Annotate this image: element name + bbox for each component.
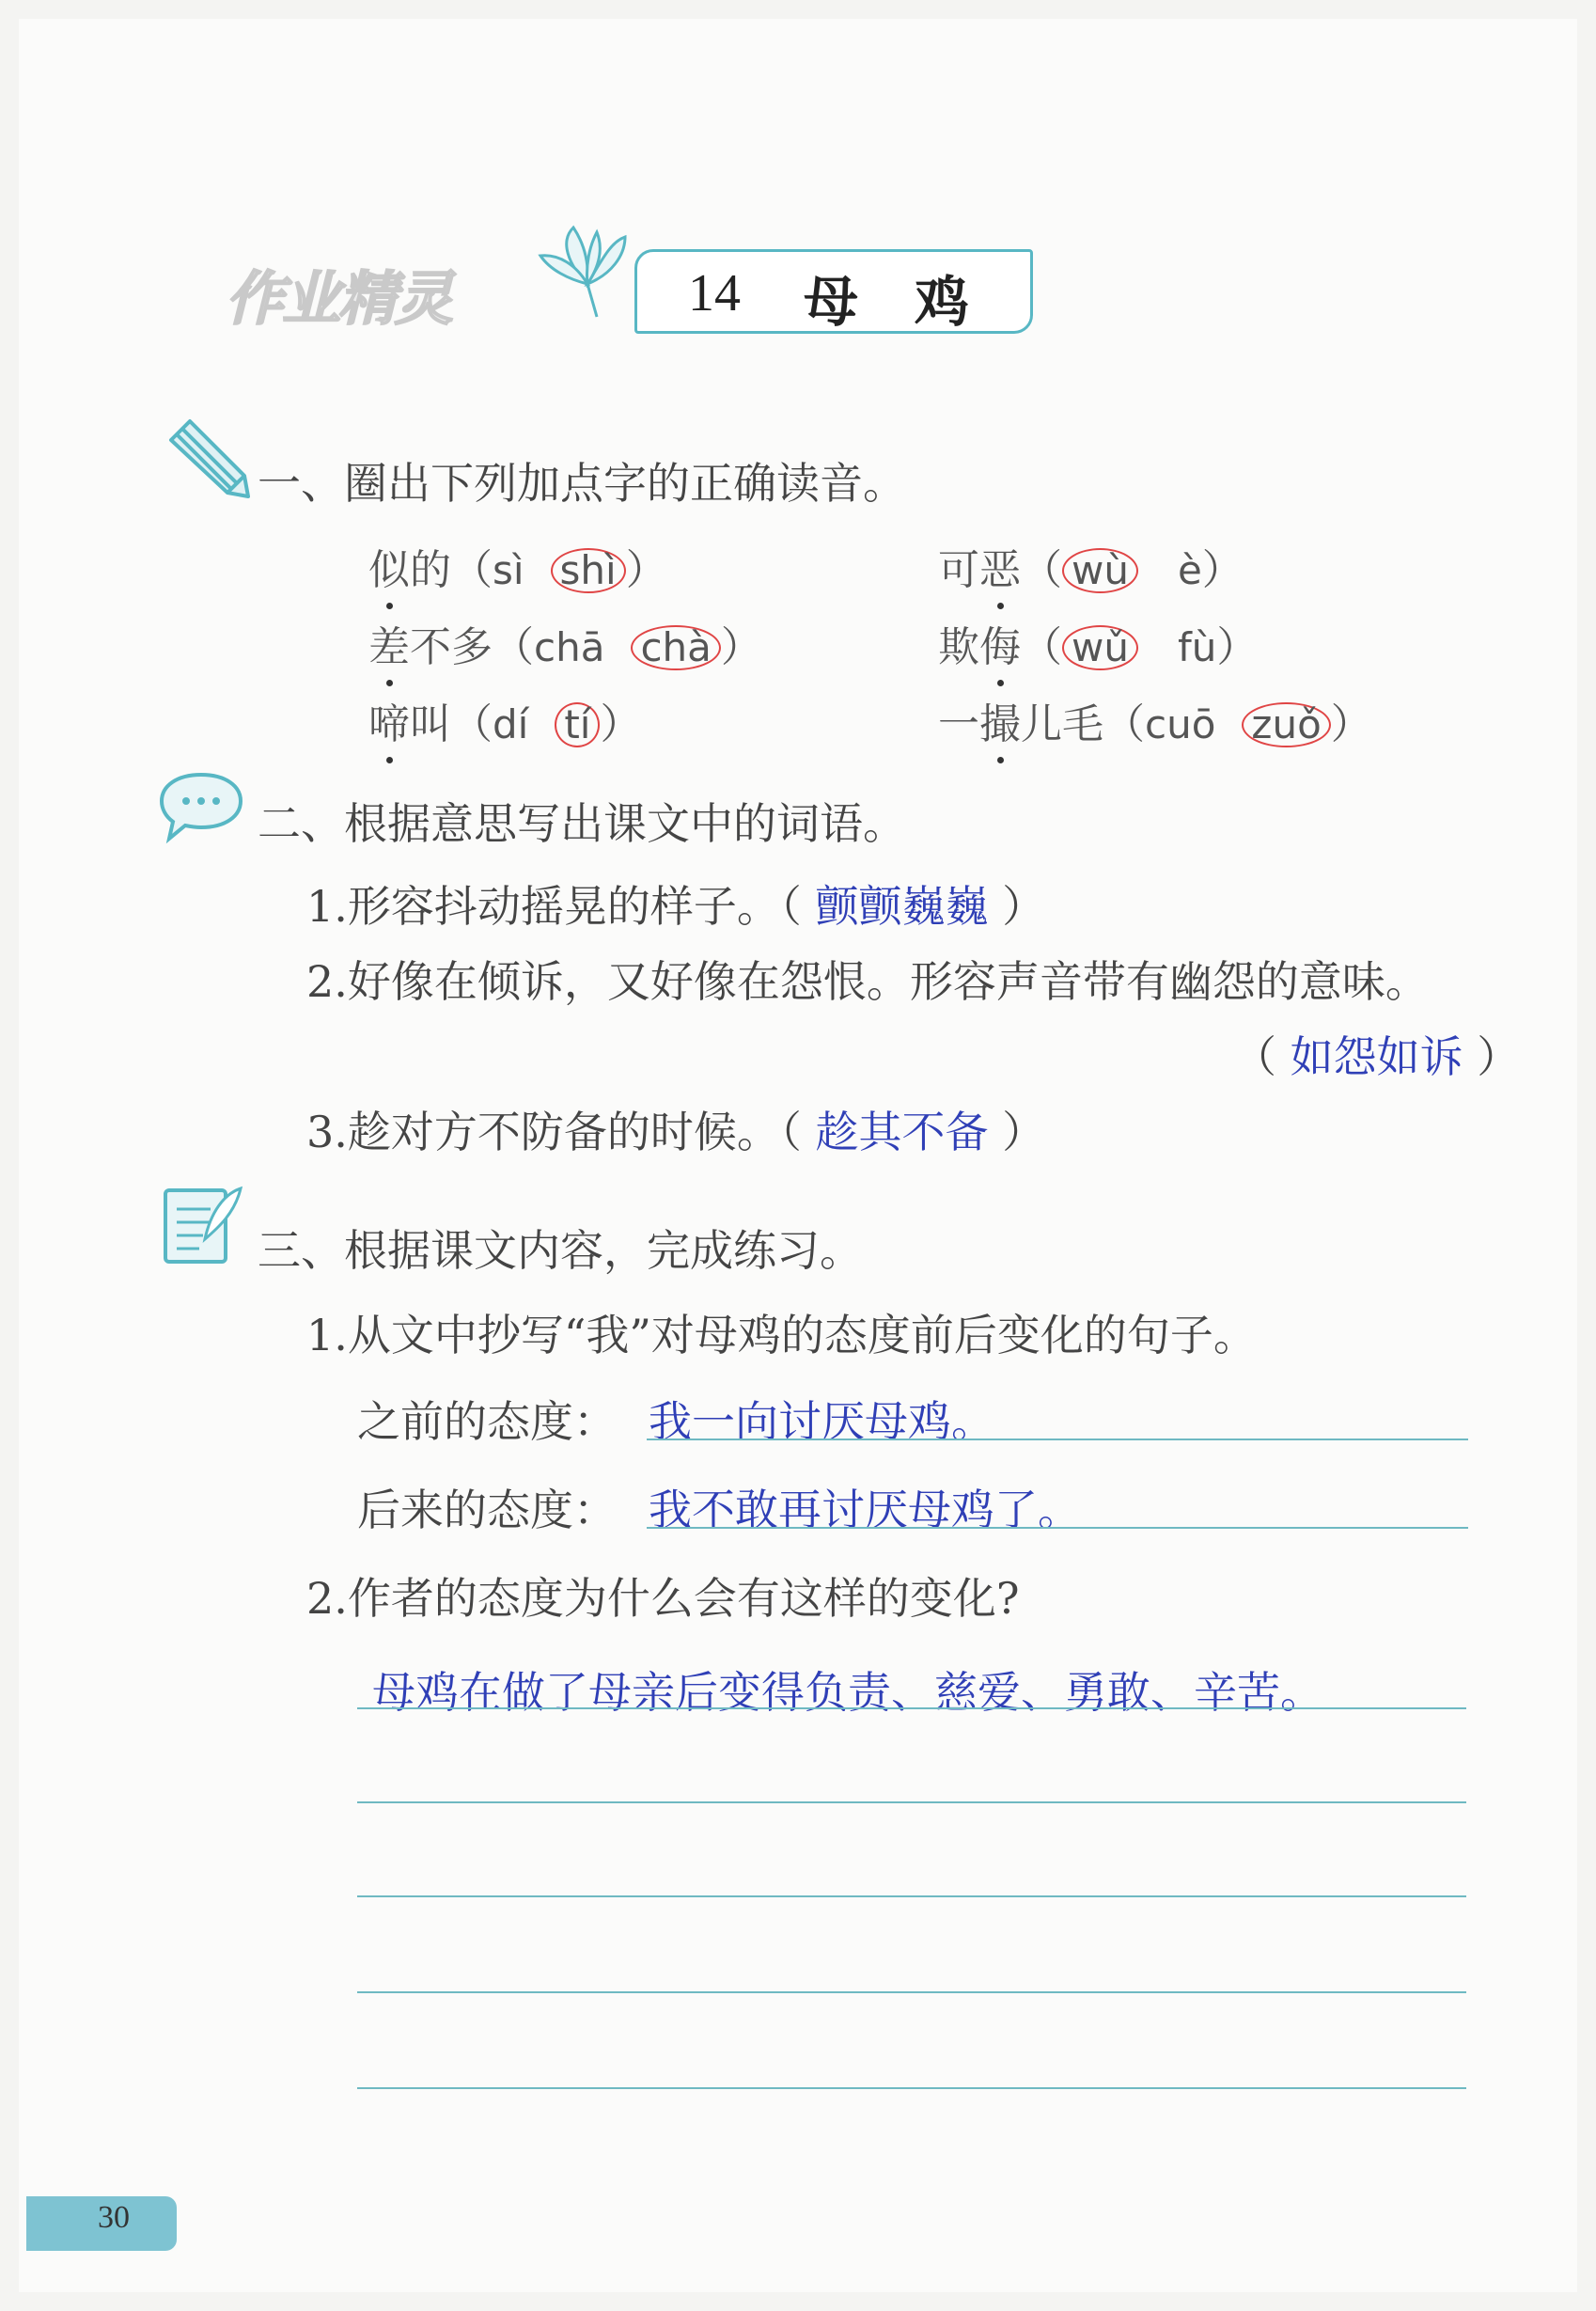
notebook-quill-icon	[158, 1181, 248, 1271]
pinyin-option-circled[interactable]: tí	[555, 702, 600, 747]
s2-question-3: 3.趁对方不防备的时候。（ 趁其不备 ）	[306, 1107, 1046, 1157]
pinyin-option[interactable]: è	[1177, 547, 1202, 593]
answer-line	[357, 1801, 1466, 1803]
lesson-title: 母鸡	[804, 270, 1026, 334]
answer-line	[647, 1527, 1468, 1529]
pinyin-option[interactable]: dí	[493, 701, 529, 747]
s3-question-2-answer: 母鸡在做了母亲后变得负责、慈爱、勇敢、辛苦。	[372, 1667, 1323, 1718]
answer-text: 颤颤巍巍	[815, 881, 989, 932]
s3-question-1: 1.从文中抄写“我”对母鸡的态度前后变化的句子。	[306, 1310, 1257, 1360]
section1-heading: 一、圈出下列加点字的正确读音。	[258, 458, 906, 509]
pinyin-option-circled[interactable]: wǔ	[1062, 625, 1138, 670]
pinyin-item-2: 可恶（ wù è）	[938, 536, 1244, 596]
after-attitude-answer: 我不敢再讨厌母鸡了。	[649, 1485, 1081, 1535]
before-attitude-label: 之前的态度：	[357, 1396, 617, 1447]
pinyin-option-circled[interactable]: shì	[551, 548, 626, 593]
pinyin-option-circled[interactable]: zuǒ	[1242, 702, 1330, 747]
question-text: 3.趁对方不防备的时候。（	[306, 1107, 802, 1157]
pinyin-item-3: 差不多（chā chà ）	[368, 613, 762, 673]
answer-text: 如怨如诉	[1290, 1031, 1463, 1082]
s2-question-1: 1.形容抖动摇晃的样子。（ 颤颤巍巍 ）	[306, 881, 1046, 932]
pinyin-item-5: 啼叫（dí tí ）	[368, 690, 641, 750]
lesson-number: 14	[688, 264, 741, 322]
pinyin-option[interactable]: fù	[1177, 624, 1217, 670]
pinyin-option-circled[interactable]: chà	[631, 625, 720, 670]
section2-heading: 二、根据意思写出课文中的词语。	[258, 798, 906, 849]
s2-question-2: 2.好像在倾诉，又好像在怨恨。形容声音带有幽怨的意味。	[306, 956, 1429, 1007]
question-text: 1.形容抖动摇晃的样子。（	[306, 881, 802, 932]
pinyin-item-1: 似的（sì shì ）	[368, 536, 667, 596]
answer-line	[647, 1438, 1468, 1440]
s2-question-2-answer: （ 如怨如诉 ）	[1233, 1031, 1521, 1082]
page-number: 30	[98, 2200, 130, 2235]
pinyin-option-circled[interactable]: wù	[1062, 548, 1138, 593]
section3-heading: 三、根据课文内容，完成练习。	[258, 1225, 863, 1276]
pinyin-option[interactable]: chā	[534, 624, 605, 670]
answer-line	[357, 1895, 1466, 1897]
pencil-icon	[162, 412, 252, 502]
answer-line	[357, 2087, 1466, 2089]
before-attitude-answer: 我一向讨厌母鸡。	[649, 1396, 994, 1447]
speech-bubble-icon	[158, 769, 244, 844]
after-attitude-label: 后来的态度：	[357, 1485, 617, 1535]
s3-question-2: 2.作者的态度为什么会有这样的变化?	[306, 1573, 1020, 1624]
watermark-logo: 作业精灵	[226, 264, 452, 333]
answer-line	[357, 1707, 1466, 1709]
answer-text: 趁其不备	[815, 1107, 989, 1157]
pinyin-option[interactable]: cuō	[1145, 701, 1216, 747]
magnolia-flower-icon	[531, 218, 644, 322]
pinyin-item-4: 欺侮（ wǔ fù）	[938, 613, 1258, 673]
answer-line	[357, 1991, 1466, 1993]
pinyin-option[interactable]: sì	[493, 547, 524, 593]
pinyin-item-6: 一撮儿毛（cuō zuǒ ）	[938, 690, 1372, 750]
pinyin-word: 似	[368, 536, 410, 596]
